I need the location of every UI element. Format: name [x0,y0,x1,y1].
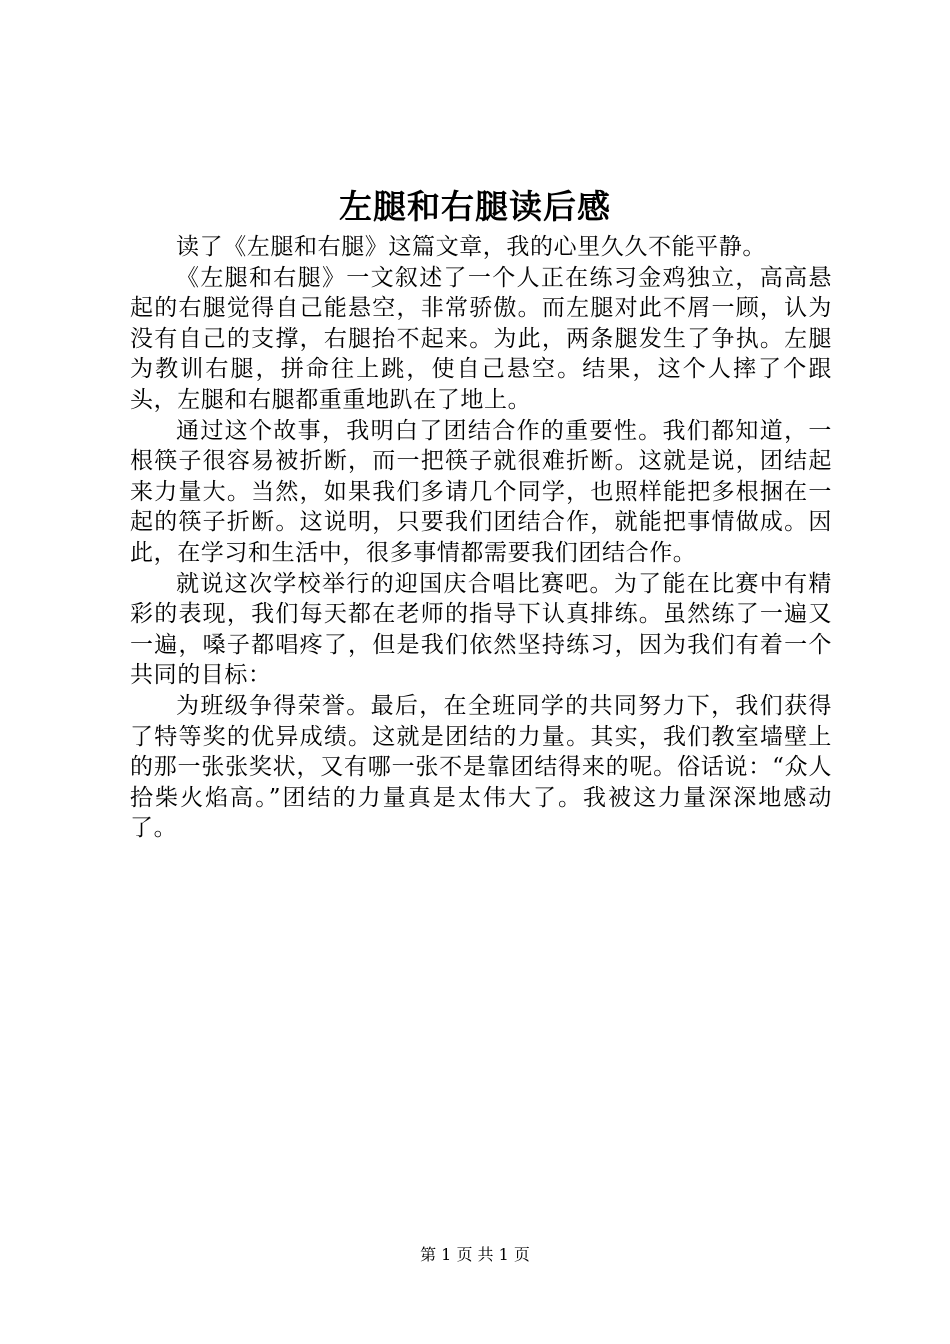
paragraph: 《左腿和右腿》一文叙述了一个人正在练习金鸡独立，高高悬起的右腿觉得自己能悬空，非常骄傲。而左腿对此不屑一顾，认为没有自己的支撑，右腿抬不起来。为此，两条腿发生了争执。左腿为教训右腿，拼命往上跳，使自己悬空。结果，这个人摔了个跟头，左腿和右腿都重重地趴在了地上。 [130,264,832,413]
document-body [130,232,832,844]
paragraph: 读了《左腿和右腿》这篇文章，我的心里久久不能平静。 [176,234,766,260]
paragraph: 就说这次学校举行的迎国庆合唱比赛吧。为了能在比赛中有精彩的表现，我们每天都在老师的指导下认真排练。虽然练了一遍又一遍，嗓子都唱疼了，但是我们依然坚持练习，因为我们有着一个共同的目标： [130,570,832,689]
document-title: 左腿和右腿读后感 [339,187,611,226]
page-footer: 第 1 页 共 1 页 [420,1245,530,1264]
paragraph: 为班级争得荣誉。最后，在全班同学的共同努力下，我们获得了特等奖的优异成绩。这就是团结的力量。其实，我们教室墙壁上的那一张张奖状，又有哪一张不是靠团结得来的呢。俗话说：“众人拾柴火焰高。”团结的力量真是太伟大了。我被这力量深深地感动了。 [130,692,832,842]
paragraph: 通过这个故事，我明白了团结合作的重要性。我们都知道，一根筷子很容易被折断，而一把筷子就很难折断。这就是说，团结起来力量大。当然，如果我们多请几个同学，也照样能把多根捆在一起的筷子折断。这说明，只要我们团结合作，就能把事情做成。因此，在学习和生活中，很多事情都需要我们团结合作。 [130,417,832,566]
